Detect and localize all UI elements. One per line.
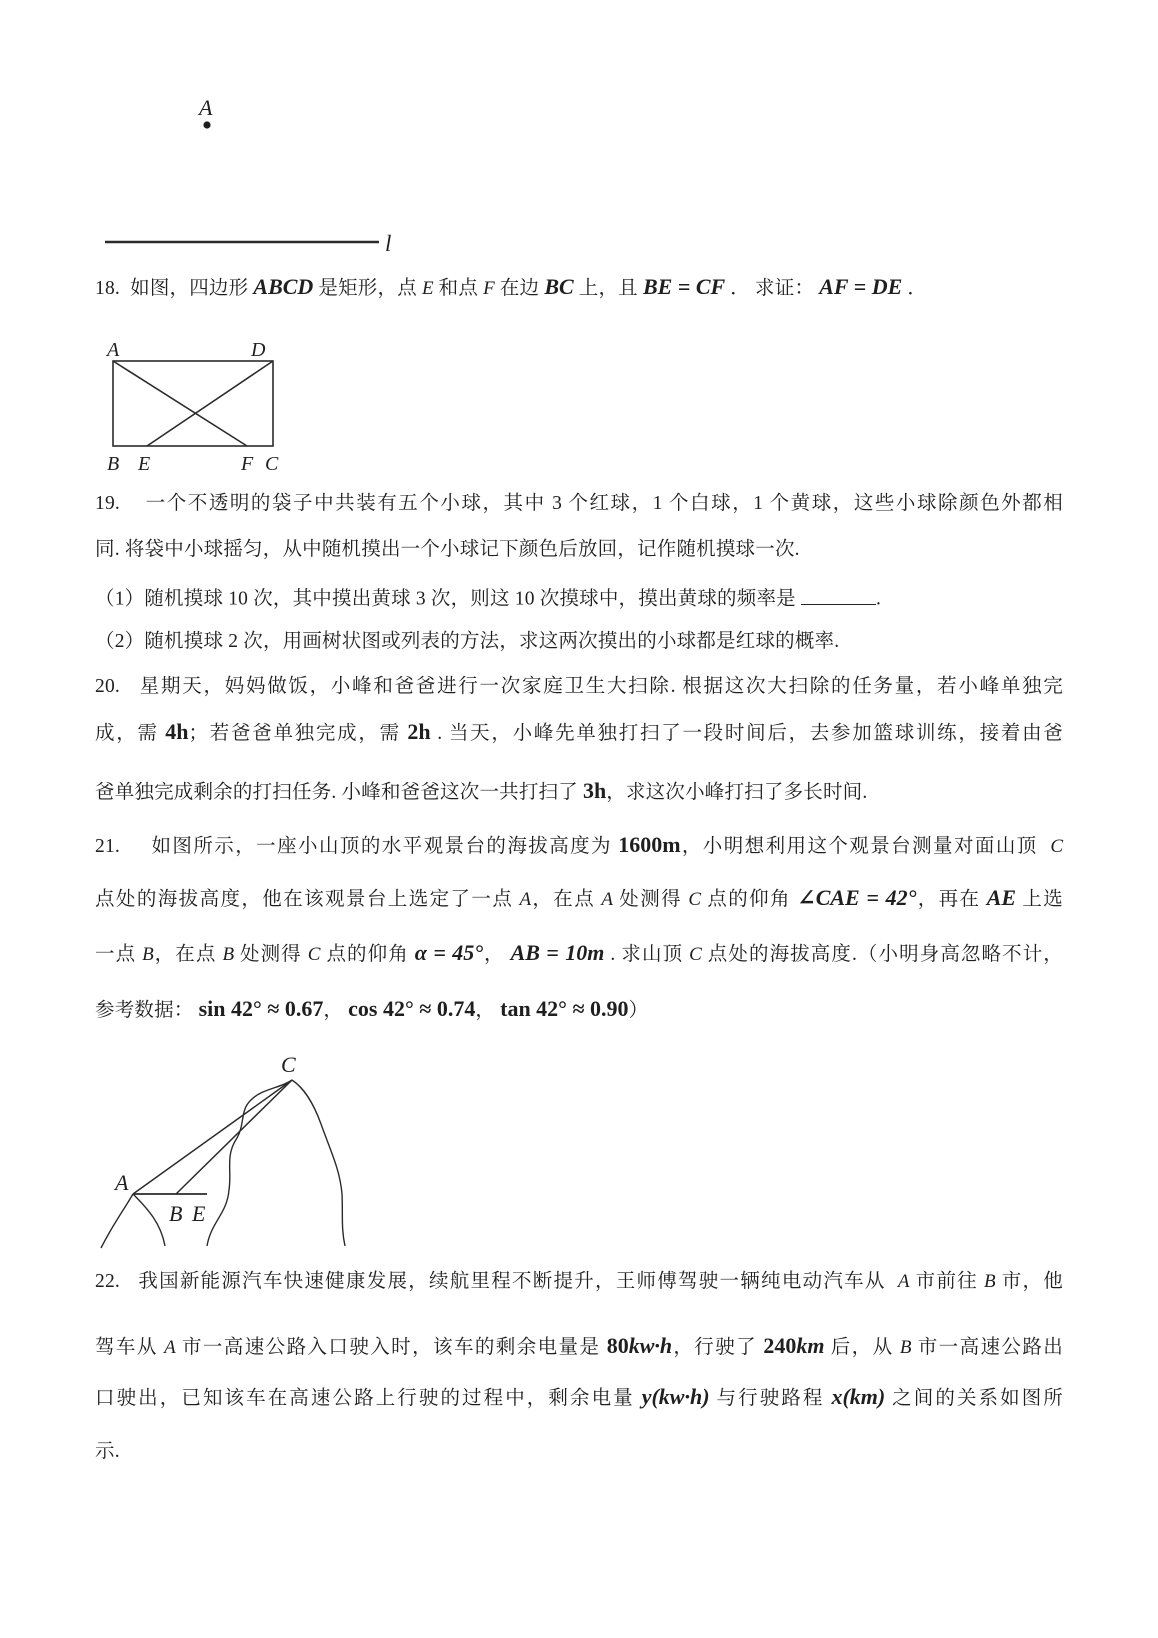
label-f: F [241,453,254,475]
label-b: B [169,1201,183,1226]
point-a-label: A [199,95,213,120]
label-e: E [192,1201,206,1226]
question-21-line-1: 21. 如图所示，一座小山顶的水平观景台的海拔高度为 1600m，小明想利用这个观景台测量对面山顶 C [95,832,1063,857]
label-e: E [138,453,151,475]
question-18-text: 18. 如图，四边形 ABCD 是矩形，点 E 和点 F 在边 BC 上，且 BE = CF ． 求证： AF = DE ． [95,274,928,299]
sight-line-bc [176,1080,292,1194]
question-19-item-2: （2）随机摸球 2 次，用画树状图或列表的方法，求这两次摸出的小球都是红球的概率. [95,631,840,652]
question-22-line-2: 驾车从 A 市一高速公路入口驶入时，该车的剩余电量是 80kw·h，行驶了 240km 后，从 B 市一高速公路出 [95,1333,1063,1358]
question-19-line-2: 同. 将袋中小球摇匀，从中随机摸出一个小球记下颜色后放回，记作随机摸球一次. [95,539,800,560]
point-a-dot [203,121,210,128]
rectangle-abcd [113,361,273,446]
label-a: A [115,1170,129,1195]
question-22-line-1: 22. 我国新能源汽车快速健康发展，续航里程不断提升，王师傅驾驶一辆纯电动汽车从 A 市前往 B 市，他 [95,1271,1063,1292]
right-slope-outline [292,1080,345,1246]
label-a: A [107,339,120,361]
line-l-label: l [385,231,392,255]
segment-de [147,361,273,446]
question-22-line-4: 示. [95,1441,120,1462]
point-line-figure [95,85,405,255]
label-b: B [107,453,120,475]
rectangle-figure [95,326,325,476]
left-hill-outline [133,1194,165,1246]
middle-ridge-outline [207,1080,292,1246]
question-20-line-2: 成，需 4h；若爸爸单独完成，需 2h . 当天，小峰先单独打扫了一段时间后，去参加篮球训练，接着由爸 [95,719,1063,744]
segment-af [113,361,247,446]
question-21-line-3: 一点 B，在点 B 处测得 C 点的仰角 α = 45°， AB = 10m . 求山顶 C 点处的海拔高度.（小明身高忽略不计， [95,940,1063,965]
question-20-line-1: 20. 星期天，妈妈做饭，小峰和爸爸进行一次家庭卫生大扫除. 根据这次大扫除的任务量，若小峰单独完 [95,676,1063,697]
label-d: D [251,339,266,361]
sight-line-ac [133,1080,292,1194]
question-21-line-4: 参考数据： sin 42° ≈ 0.67， cos 42° ≈ 0.74， tan 42° ≈ 0.90） [95,996,649,1021]
question-21-line-2: 点处的海拔高度，他在该观景台上选定了一点 A，在点 A 处测得 C 点的仰角 ∠CAE = 42°，再在 AE 上选 [95,885,1063,910]
question-19-item-1: （1）随机摸球 10 次，其中摸出黄球 3 次，则这 10 次摸球中，摸出黄球的频率是 . [95,584,1063,613]
mountain-figure [95,1018,395,1253]
label-c: C [281,1052,296,1077]
label-c: C [265,453,279,475]
question-19-line-1: 19. 一个不透明的袋子中共装有五个小球，其中 3 个红球，1 个白球，1 个黄球，这些小球除颜色外都相 [95,493,1063,514]
left-slope-outline [101,1194,133,1248]
question-20-line-3: 爸单独完成剩余的打扫任务. 小峰和爸爸这次一共打扫了 3h，求这次小峰打扫了多长时间. [95,778,868,803]
question-22-line-3: 口驶出，已知该车在高速公路上行驶的过程中，剩余电量 y(kw·h) 与行驶路程 x(km) 之间的关系如图所 [95,1384,1063,1409]
